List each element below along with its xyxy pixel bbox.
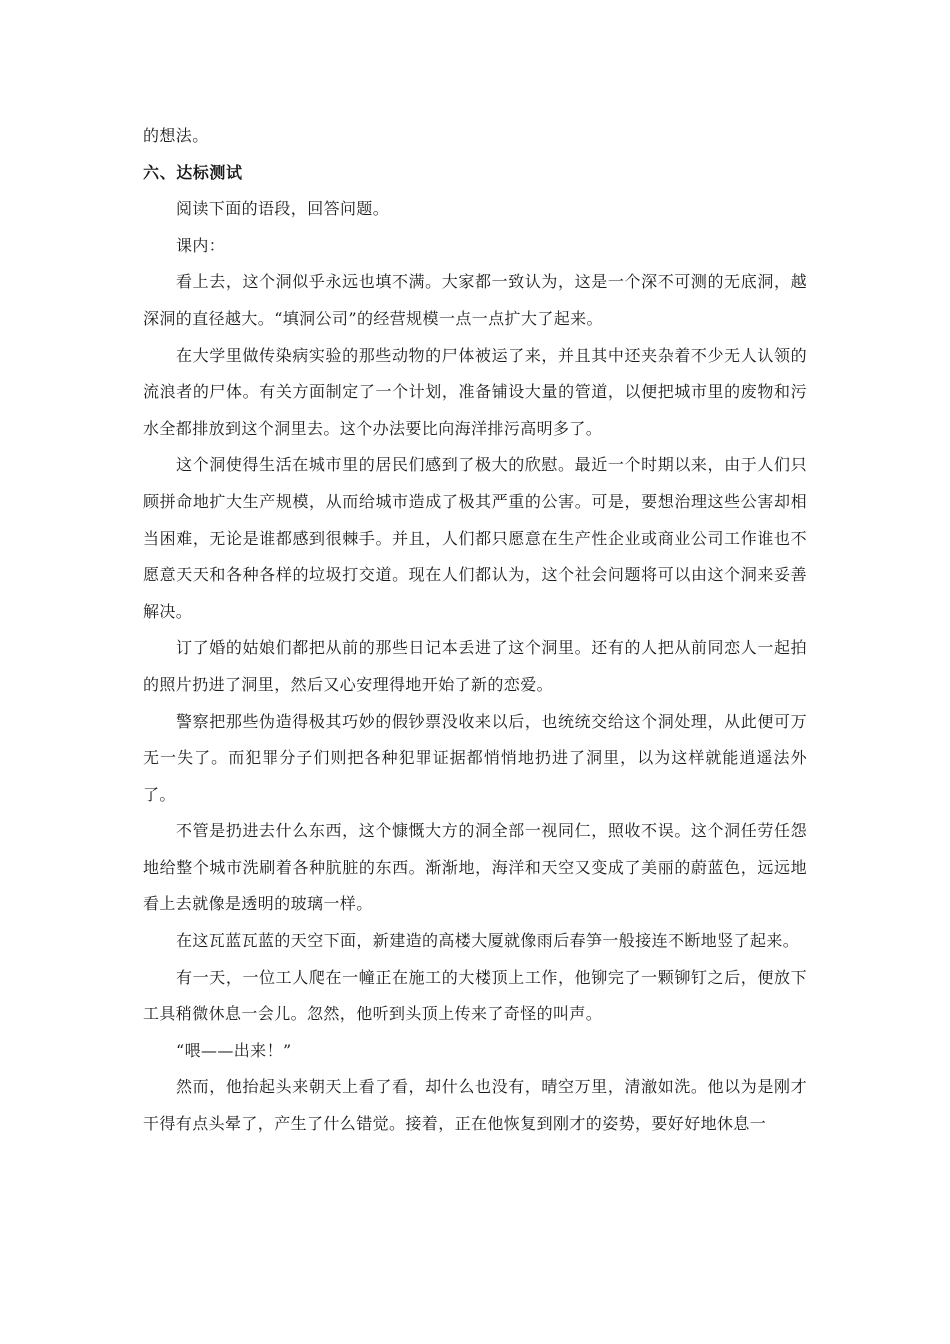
- passage-paragraph-8: 有一天，一位工人爬在一幢正在施工的大楼顶上工作，他铆完了一颗铆钉之后，便放下工具稍微休息一会儿。忽然，他听到头顶上传来了奇怪的叫声。: [143, 967, 807, 1024]
- section-heading: 六、达标测试: [143, 162, 243, 182]
- passage-paragraph-6: 不管是扔进去什么东西，这个慷慨大方的洞全部一视同仁，照收不误。这个洞任劳任怨地给整个城市洗刷着各种肮脏的东西。渐渐地，海洋和天空又变成了美丽的蔚蓝色，远远地看上去就像是透明的玻璃一样。: [143, 821, 807, 914]
- passage-paragraph-4: 订了婚的姑娘们都把从前的那些日记本丢进了这个洞里。还有的人把从前同恋人一起拍的照片扔进了洞里，然后又心安理得地开始了新的恋爱。: [143, 638, 807, 694]
- passage-paragraph-3: 这个洞使得生活在城市里的居民们感到了极大的欣慰。最近一个时期以来，由于人们只顾拼命地扩大生产规模，从而给城市造成了极其严重的公害。可是，要想治理这些公害却相当困难，无论是谁都感到很棘手。并且，人们都只愿意在生产性企业或商业公司工作谁也不愿意天天和各种各样的垃圾打交道。现在人们都认为，这个社会问题将可以由这个洞来妥善解决。: [143, 455, 807, 621]
- instruction-text: 阅读下面的语段，回答问题。: [176, 199, 390, 219]
- passage-paragraph-7: 在这瓦蓝瓦蓝的天空下面，新建造的高楼大厦就像雨后春笋一般接连不断地竖了起来。: [176, 931, 800, 951]
- passage-label: 课内：: [176, 235, 226, 255]
- passage-paragraph-9: “喂——出来！”: [176, 1040, 292, 1060]
- passage-paragraph-2: 在大学里做传染病实验的那些动物的尸体被运了来，并且其中还夹杂着不少无人认领的流浪者的尸体。有关方面制定了一个计划，准备铺设大量的管道，以便把城市里的废物和污水全都排放到这个洞里去。这个办法要比向海洋排污高明多了。: [143, 345, 807, 438]
- passage-paragraph-10: 然而，他抬起头来朝天上看了看，却什么也没有，晴空万里，清澈如洗。他以为是刚才干得有点头晕了，产生了什么错觉。接着，正在他恢复到刚才的姿势，要好好地休息一: [143, 1077, 807, 1134]
- passage-paragraph-1: 看上去，这个洞似乎永远也填不满。大家都一致认为，这是一个深不可测的无底洞，越深洞的直径越大。“填洞公司”的经营规模一点一点扩大了起来。: [143, 272, 807, 328]
- passage-paragraph-5: 警察把那些伪造得极其巧妙的假钞票没收来以后，也统统交给这个洞处理，从此便可万无一失了。而犯罪分子们则把各种犯罪证据都悄悄地扔进了洞里，以为这样就能逍遥法外了。: [143, 711, 807, 804]
- document-body: [143, 118, 807, 1143]
- continuation-text: 的想法。: [143, 126, 209, 145]
